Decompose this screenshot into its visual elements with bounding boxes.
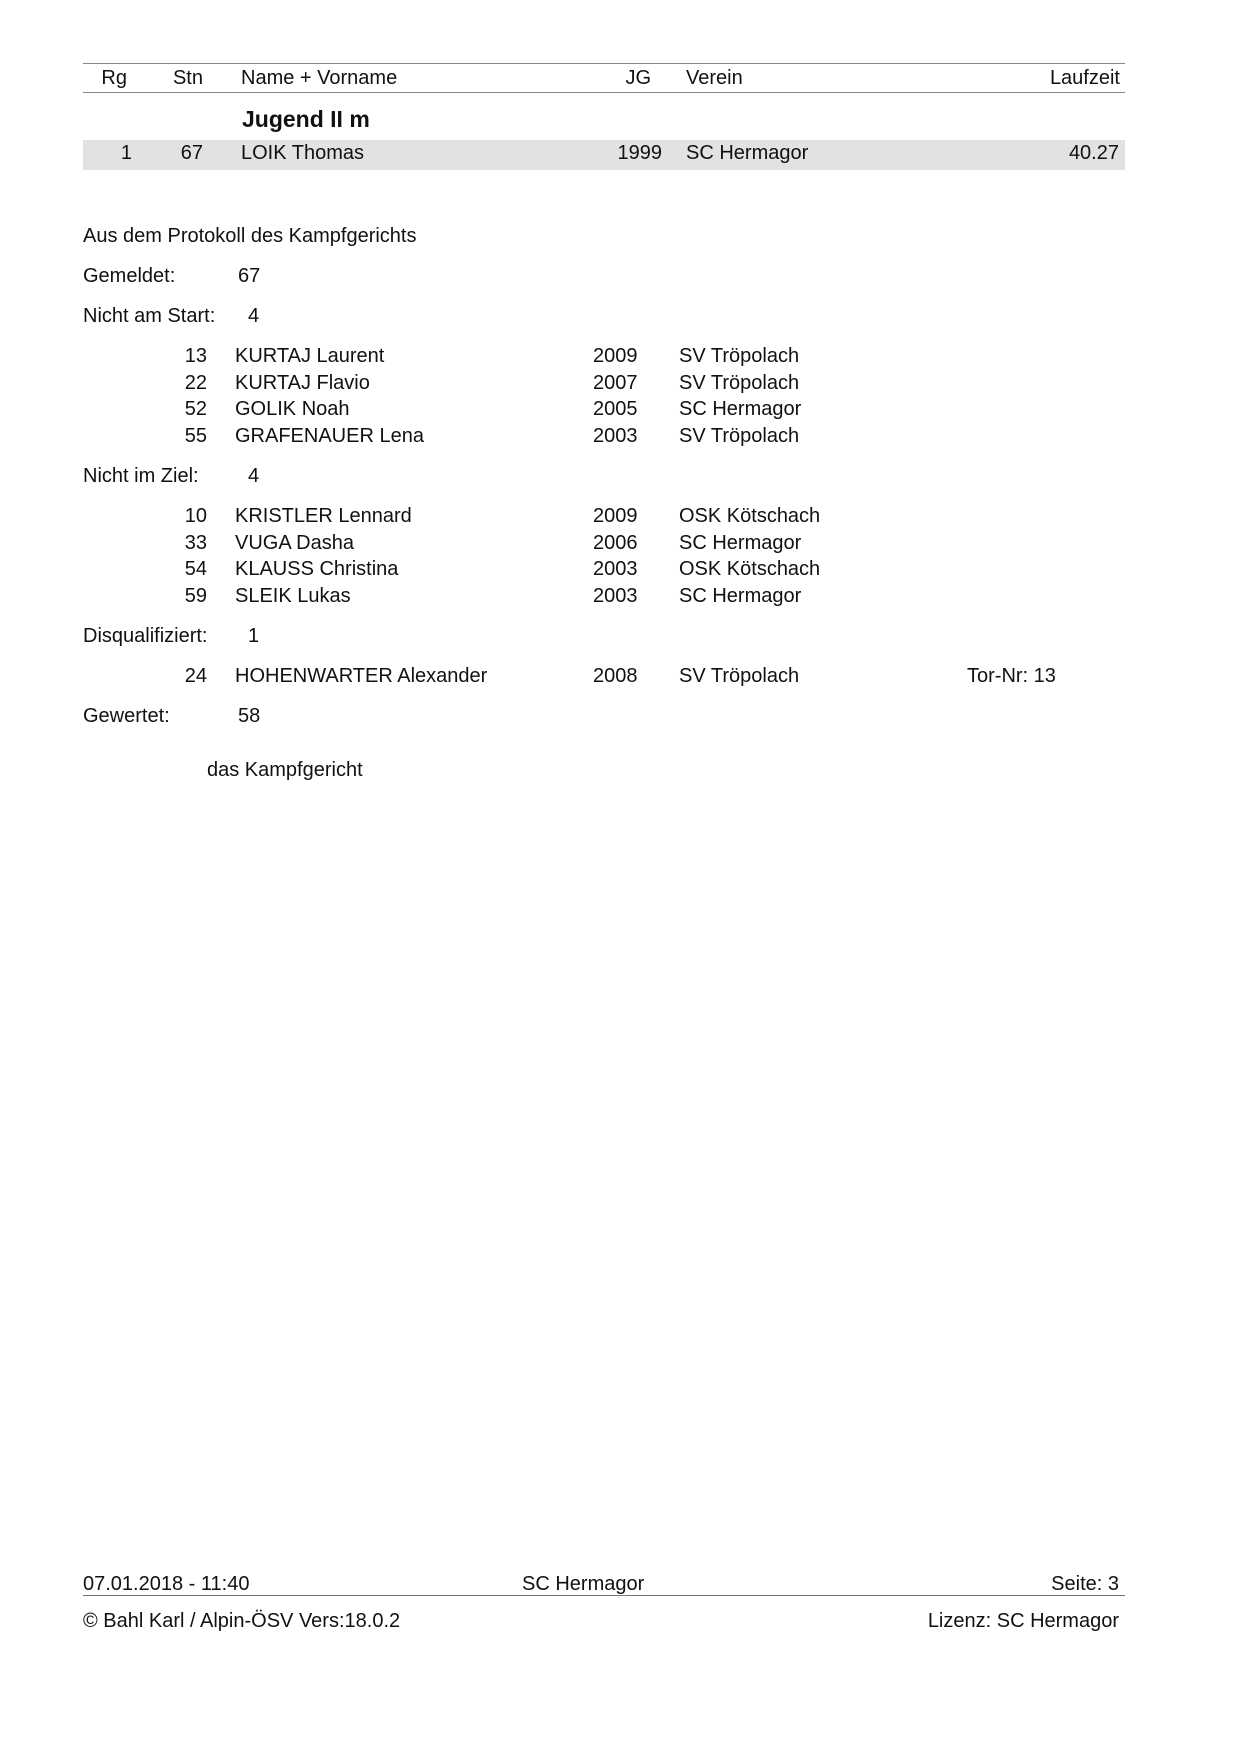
entry-name: GRAFENAUER Lena [235, 425, 424, 447]
col-header-year: JG [625, 67, 651, 89]
result-time: 40.27 [1068, 142, 1119, 164]
dsq-label: Disqualifiziert: [83, 625, 208, 647]
entry-name: KURTAJ Flavio [235, 372, 370, 394]
entry-name: KLAUSS Christina [235, 558, 399, 580]
footer-organizer: SC Hermagor [522, 1573, 645, 1595]
dnf-label: Nicht im Ziel: [83, 465, 199, 487]
entry-bib: 22 [184, 372, 207, 394]
entry-club: SC Hermagor [679, 532, 802, 554]
col-header-club: Verein [686, 67, 743, 89]
entry-club: SV Tröpolach [679, 665, 800, 687]
dns-label: Nicht am Start: [83, 305, 216, 327]
entry-bib: 59 [184, 585, 207, 607]
entry-year: 2003 [593, 585, 638, 607]
header-bottom-rule [83, 92, 1125, 93]
footer-datetime: 07.01.2018 - 11:40 [83, 1573, 250, 1595]
footer-license: Lizenz: SC Hermagor [927, 1610, 1119, 1632]
dsq-value: 1 [248, 625, 260, 647]
dnf-value: 4 [248, 465, 260, 487]
col-header-name: Name + Vorname [241, 67, 398, 89]
ranked-label: Gewertet: [83, 705, 170, 727]
footer-page: Seite: 3 [1051, 1573, 1119, 1595]
header-top-rule [83, 63, 1125, 64]
entry-year: 2008 [593, 665, 638, 687]
entry-year: 2009 [593, 345, 638, 367]
entry-club: OSK Kötschach [679, 505, 821, 527]
entry-name: KRISTLER Lennard [235, 505, 412, 527]
entry-year: 2003 [593, 425, 638, 447]
entry-name: HOHENWARTER Alexander [235, 665, 488, 687]
result-year: 1999 [617, 142, 662, 164]
entry-year: 2003 [593, 558, 638, 580]
footer-rule [83, 1595, 1125, 1596]
result-bib: 67 [180, 142, 203, 164]
registered-label: Gemeldet: [83, 265, 176, 287]
protocol-title: Aus dem Protokoll des Kampfgerichts [83, 225, 417, 247]
entry-bib: 13 [184, 345, 207, 367]
registered-value: 67 [238, 265, 261, 287]
entry-year: 2006 [593, 532, 638, 554]
col-header-time: Laufzeit [1049, 67, 1120, 89]
entry-bib: 55 [184, 425, 207, 447]
entry-club: SV Tröpolach [679, 425, 800, 447]
signature-line: das Kampfgericht [207, 759, 363, 781]
entry-bib: 52 [184, 398, 207, 420]
entry-name: VUGA Dasha [235, 532, 354, 554]
entry-club: SC Hermagor [679, 585, 802, 607]
dns-value: 4 [248, 305, 260, 327]
entry-bib: 54 [184, 558, 207, 580]
entry-year: 2005 [593, 398, 638, 420]
col-header-bib: Stn [172, 67, 203, 89]
ranked-value: 58 [238, 705, 261, 727]
entry-club: SV Tröpolach [679, 372, 800, 394]
result-name: LOIK Thomas [241, 142, 365, 164]
entry-note: Tor-Nr: 13 [967, 665, 1056, 687]
result-rank: 1 [120, 142, 132, 164]
entry-club: SV Tröpolach [679, 345, 800, 367]
result-club: SC Hermagor [686, 142, 809, 164]
entry-club: OSK Kötschach [679, 558, 821, 580]
entry-name: SLEIK Lukas [235, 585, 351, 607]
col-header-rank: Rg [101, 67, 127, 89]
entry-club: SC Hermagor [679, 398, 802, 420]
entry-year: 2009 [593, 505, 638, 527]
entry-name: GOLIK Noah [235, 398, 350, 420]
footer-copyright: © Bahl Karl / Alpin-ÖSV Vers:18.0.2 [83, 1610, 401, 1632]
entry-bib: 33 [184, 532, 207, 554]
group-title: Jugend II m [242, 106, 370, 132]
entry-bib: 24 [184, 665, 207, 687]
entry-year: 2007 [593, 372, 638, 394]
entry-bib: 10 [184, 505, 207, 527]
entry-name: KURTAJ Laurent [235, 345, 385, 367]
